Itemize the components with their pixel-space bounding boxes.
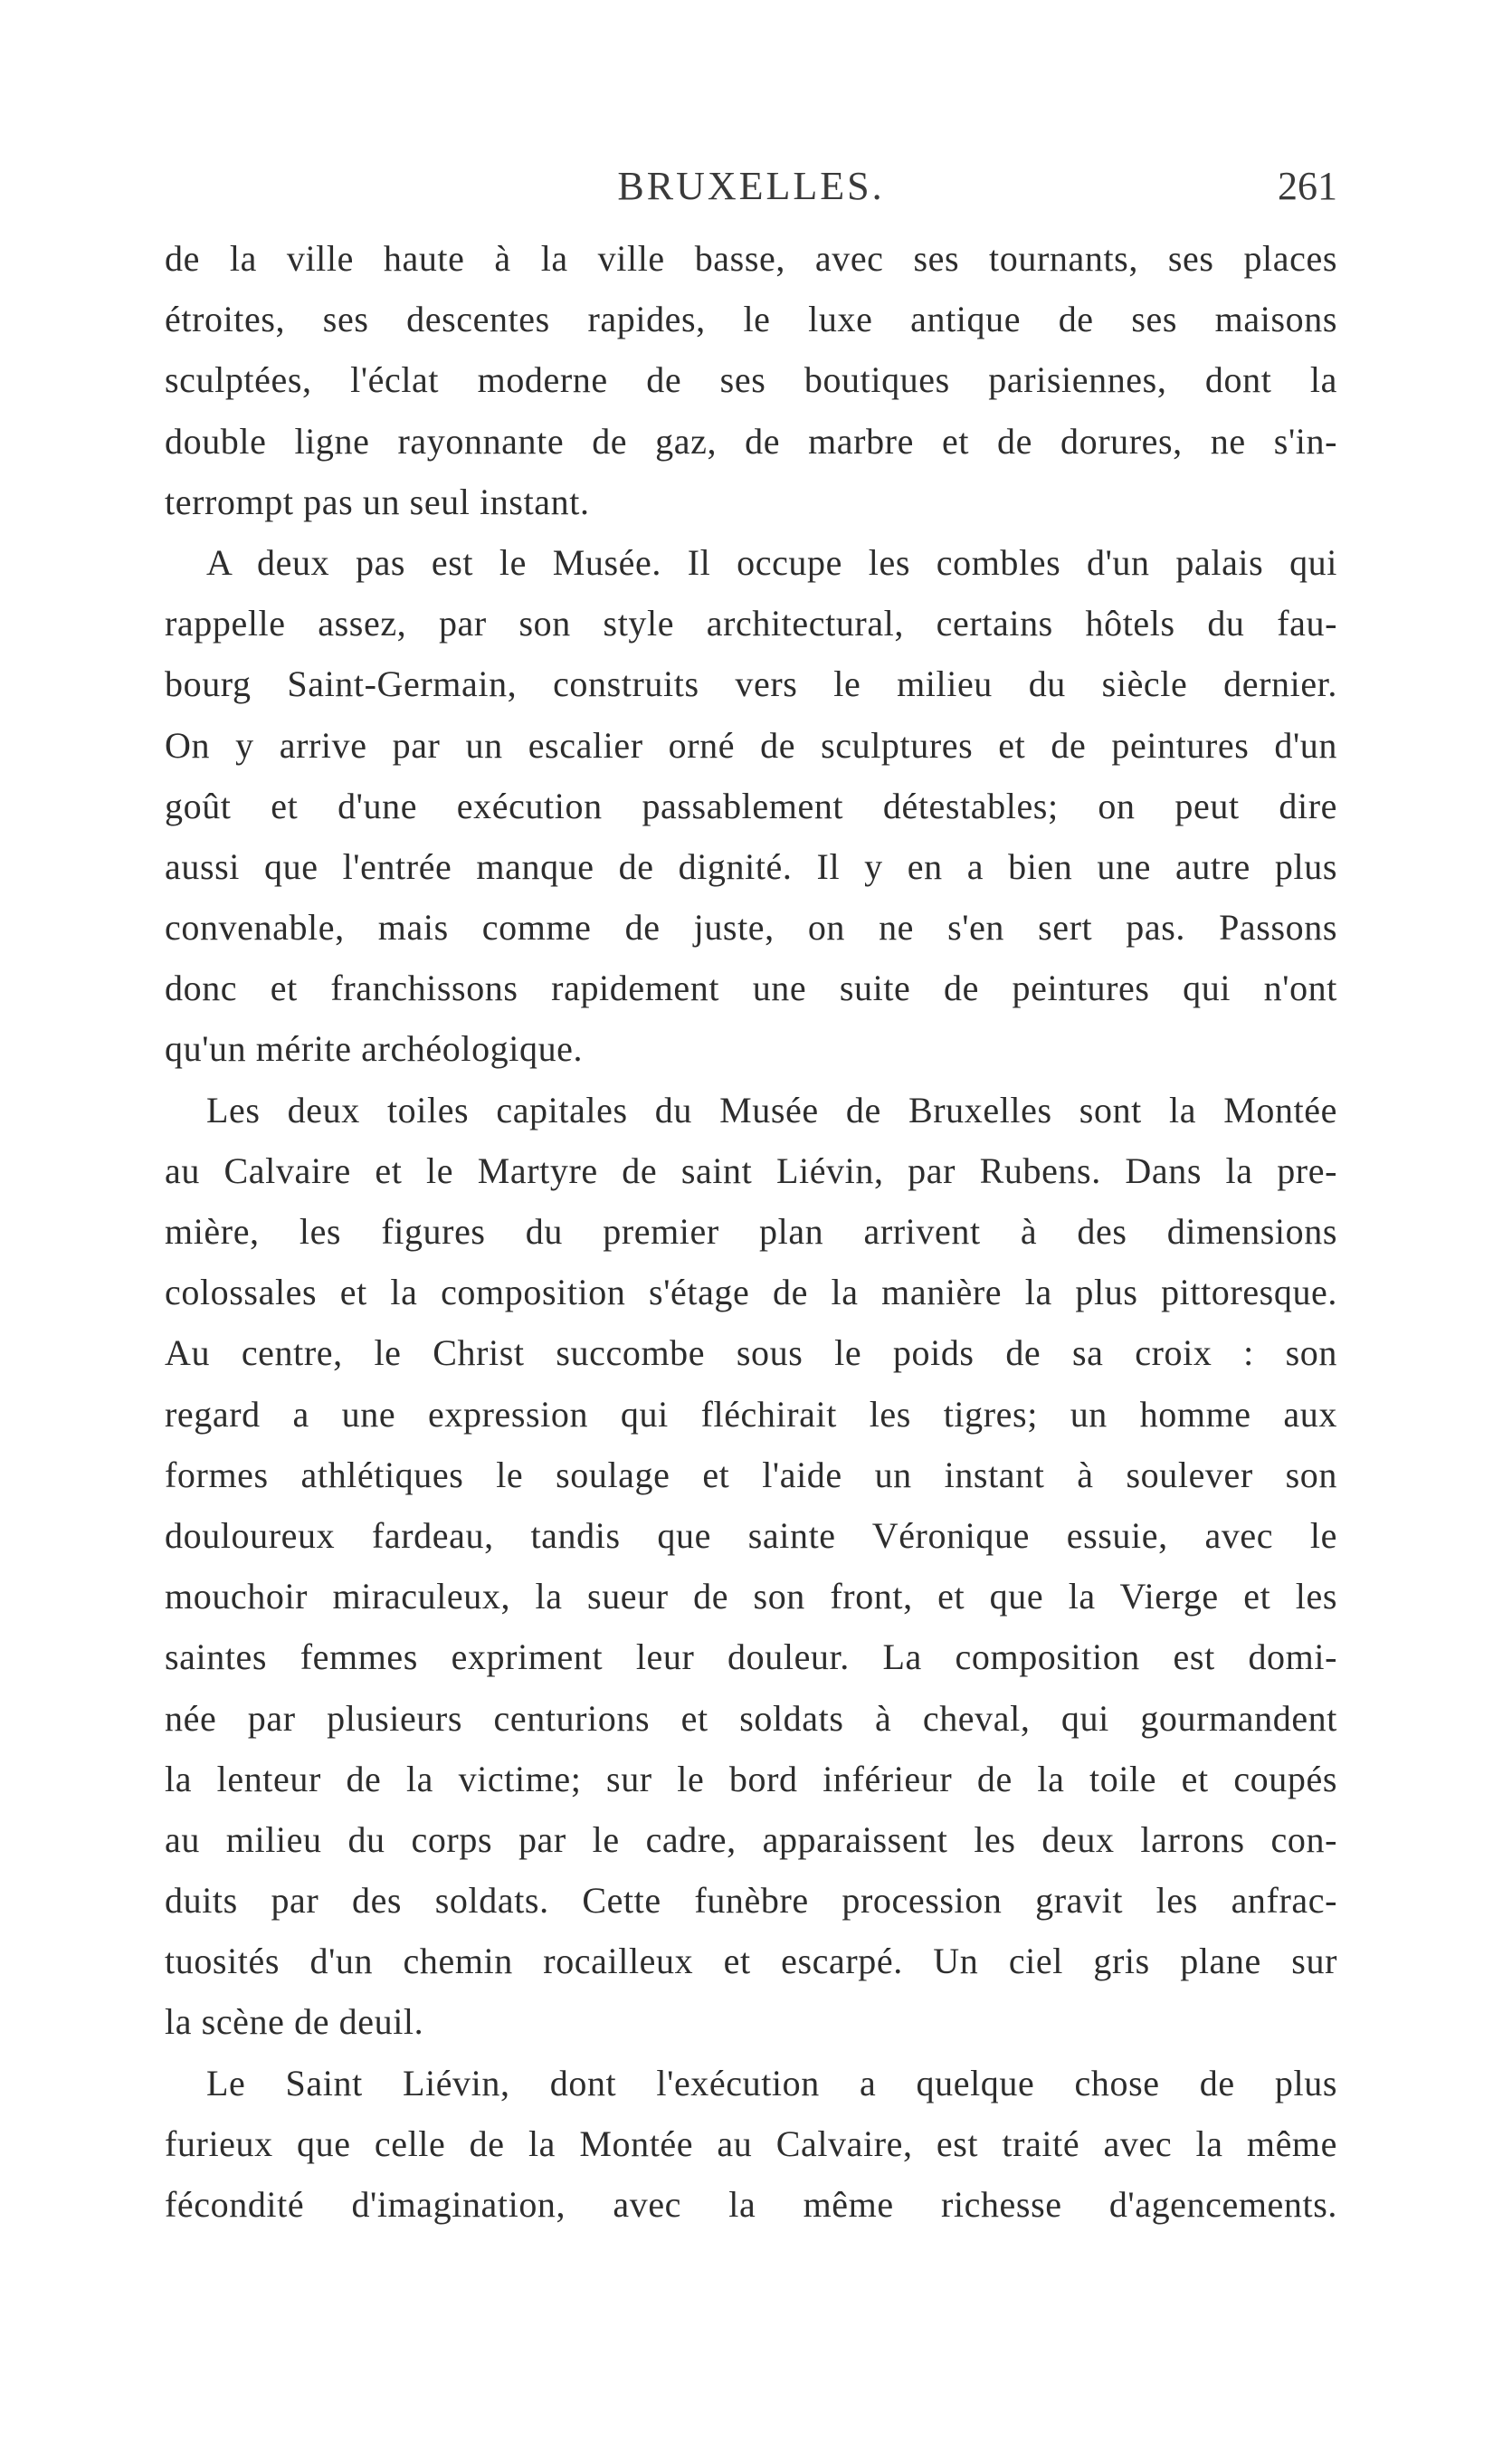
page-number: 261 xyxy=(1278,164,1337,208)
text-line: qu'un mérite archéologique. xyxy=(165,1028,584,1070)
page-header xyxy=(165,163,1337,217)
text-line: A deux pas est le Musée. Il occupe les combles d'un palais qui xyxy=(206,541,1337,583)
text-line: donc et franchissons rapidement une suite de peintures qui n'ont xyxy=(165,968,1337,1009)
body-text xyxy=(165,228,1337,2235)
text-line: Les deux toiles capitales du Musée de Bruxelles sont la Montée xyxy=(206,1089,1337,1130)
text-line: étroites, ses descentes rapides, le luxe antique de ses maisons xyxy=(165,299,1337,340)
text-line: formes athlétiques le soulage et l'aide un instant à soulever son xyxy=(165,1454,1337,1495)
text-line: On y arrive par un escalier orné de sculptures et de peintures d'un xyxy=(165,724,1337,766)
text-line: tuosités d'un chemin rocailleux et escarpé. Un ciel gris plane sur xyxy=(165,1941,1337,1982)
text-line: Au centre, le Christ succombe sous le poids de sa croix : son xyxy=(165,1332,1337,1374)
text-line: née par plusieurs centurions et soldats à cheval, qui gourmandent xyxy=(165,1697,1337,1739)
text-line: furieux que celle de la Montée au Calvaire, est traité avec la même xyxy=(165,2122,1337,2164)
text-line: mière, les figures du premier plan arrivent à des dimensions xyxy=(165,1211,1337,1252)
text-line: terrompt pas un seul instant. xyxy=(165,481,590,522)
text-line: bourg Saint-Germain, construits vers le milieu du siècle dernier. xyxy=(165,663,1337,705)
text-line: saintes femmes expriment leur douleur. La composition est domi- xyxy=(165,1636,1337,1678)
text-line: convenable, mais comme de juste, on ne s'en sert pas. Passons xyxy=(165,907,1337,949)
text-line: la scène de deuil. xyxy=(165,2001,424,2043)
text-line: goût et d'une exécution passablement détestables; on peut dire xyxy=(165,785,1337,826)
text-line: colossales et la composition s'étage de la manière la plus pittoresque. xyxy=(165,1272,1337,1313)
text-line: au Calvaire et le Martyre de saint Liévin, par Rubens. Dans la pre- xyxy=(165,1149,1337,1191)
text-line: sculptées, l'éclat moderne de ses boutiques parisiennes, dont la xyxy=(165,359,1337,401)
text-line: de la ville haute à la ville basse, avec ses tournants, ses places xyxy=(165,238,1337,279)
text-line: mouchoir miraculeux, la sueur de son front, et que la Vierge et les xyxy=(165,1576,1337,1617)
text-line: Le Saint Liévin, dont l'exécution a quelque chose de plus xyxy=(206,2062,1337,2103)
text-line: double ligne rayonnante de gaz, de marbre et de dorures, ne s'in- xyxy=(165,420,1337,462)
text-line: regard a une expression qui fléchirait les tigres; un homme aux xyxy=(165,1393,1337,1435)
text-line: la lenteur de la victime; sur le bord inférieur de la toile et coupés xyxy=(165,1758,1337,1799)
text-line: au milieu du corps par le cadre, apparaissent les deux larrons con- xyxy=(165,1818,1337,1860)
running-title: BRUXELLES. xyxy=(617,164,885,208)
text-line: rappelle assez, par son style architectural, certains hôtels du fau- xyxy=(165,603,1337,644)
text-line: douloureux fardeau, tandis que sainte Véronique essuie, avec le xyxy=(165,1514,1337,1556)
text-line: fécondité d'imagination, avec la même richesse d'agencements. xyxy=(165,2184,1337,2225)
text-line: duits par des soldats. Cette funèbre procession gravit les anfrac- xyxy=(165,1880,1337,1922)
text-line: aussi que l'entrée manque de dignité. Il y en a bien une autre plus xyxy=(165,845,1337,887)
